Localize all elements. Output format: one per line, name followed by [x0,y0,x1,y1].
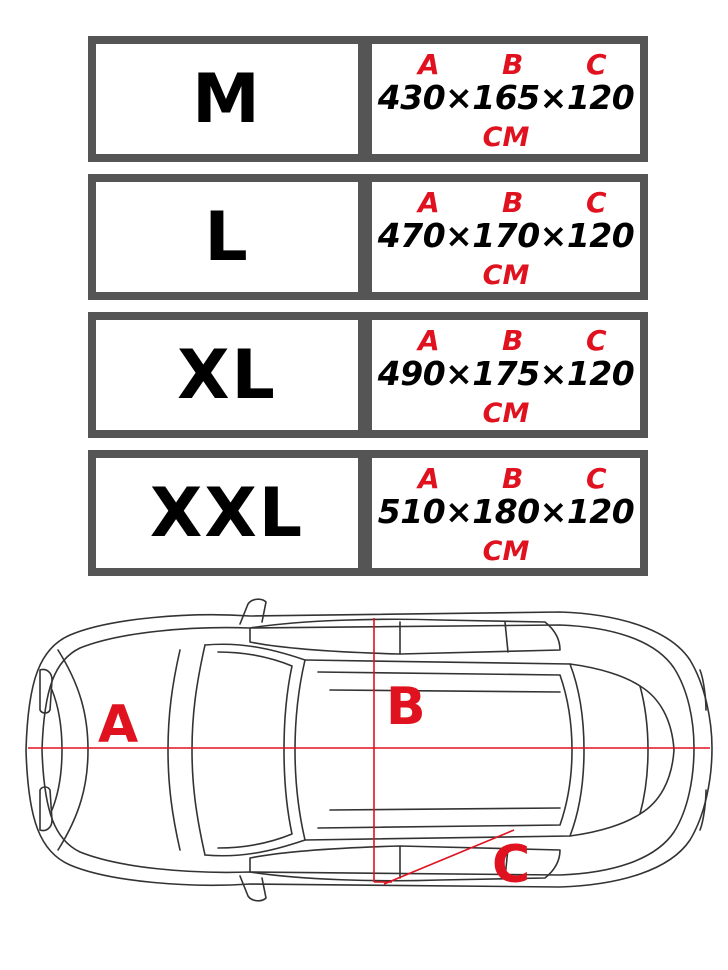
size-name: XXL [149,473,305,553]
size-name-cell [88,312,366,438]
dimensions-value: 430×165×120 [377,78,635,117]
size-row-l [88,174,648,300]
size-name: M [192,59,262,139]
dimension-label-b: B [502,462,524,495]
dimension-label-c: C [586,186,607,219]
size-name-cell [88,36,366,162]
dimension-label-b: B [502,48,524,81]
diagram-label-c: C [492,835,531,895]
dimensions-unit: CM [482,122,530,153]
dimensions-unit: CM [482,260,530,291]
diagram-label-b: B [386,677,426,737]
dimension-label-a: A [418,48,440,81]
size-name-cell [88,450,366,576]
dimensions-cell [364,450,648,576]
size-name: L [204,197,250,277]
dimension-label-c: C [586,462,607,495]
dimension-label-a: A [418,186,440,219]
dimensions-value: 510×180×120 [377,492,635,531]
size-row-m [88,36,648,162]
dimension-label-b: B [502,324,524,357]
size-row-xl [88,312,648,438]
dimensions-cell [364,312,648,438]
dimensions-unit: CM [482,536,530,567]
dimensions-value: 470×170×120 [377,216,635,255]
dimensions-cell [364,36,648,162]
dimension-label-b: B [502,186,524,219]
dimension-label-a: A [418,462,440,495]
dimensions-cell [364,174,648,300]
car-top-view-diagram [0,590,728,970]
dimension-label-a: A [418,324,440,357]
size-row-xxl [88,450,648,576]
dimension-label-c: C [586,48,607,81]
size-name-cell [88,174,366,300]
dimensions-value: 490×175×120 [377,354,635,393]
size-name: XL [177,335,277,415]
diagram-label-a: A [98,695,139,755]
dimensions-unit: CM [482,398,530,429]
dimension-label-c: C [586,324,607,357]
